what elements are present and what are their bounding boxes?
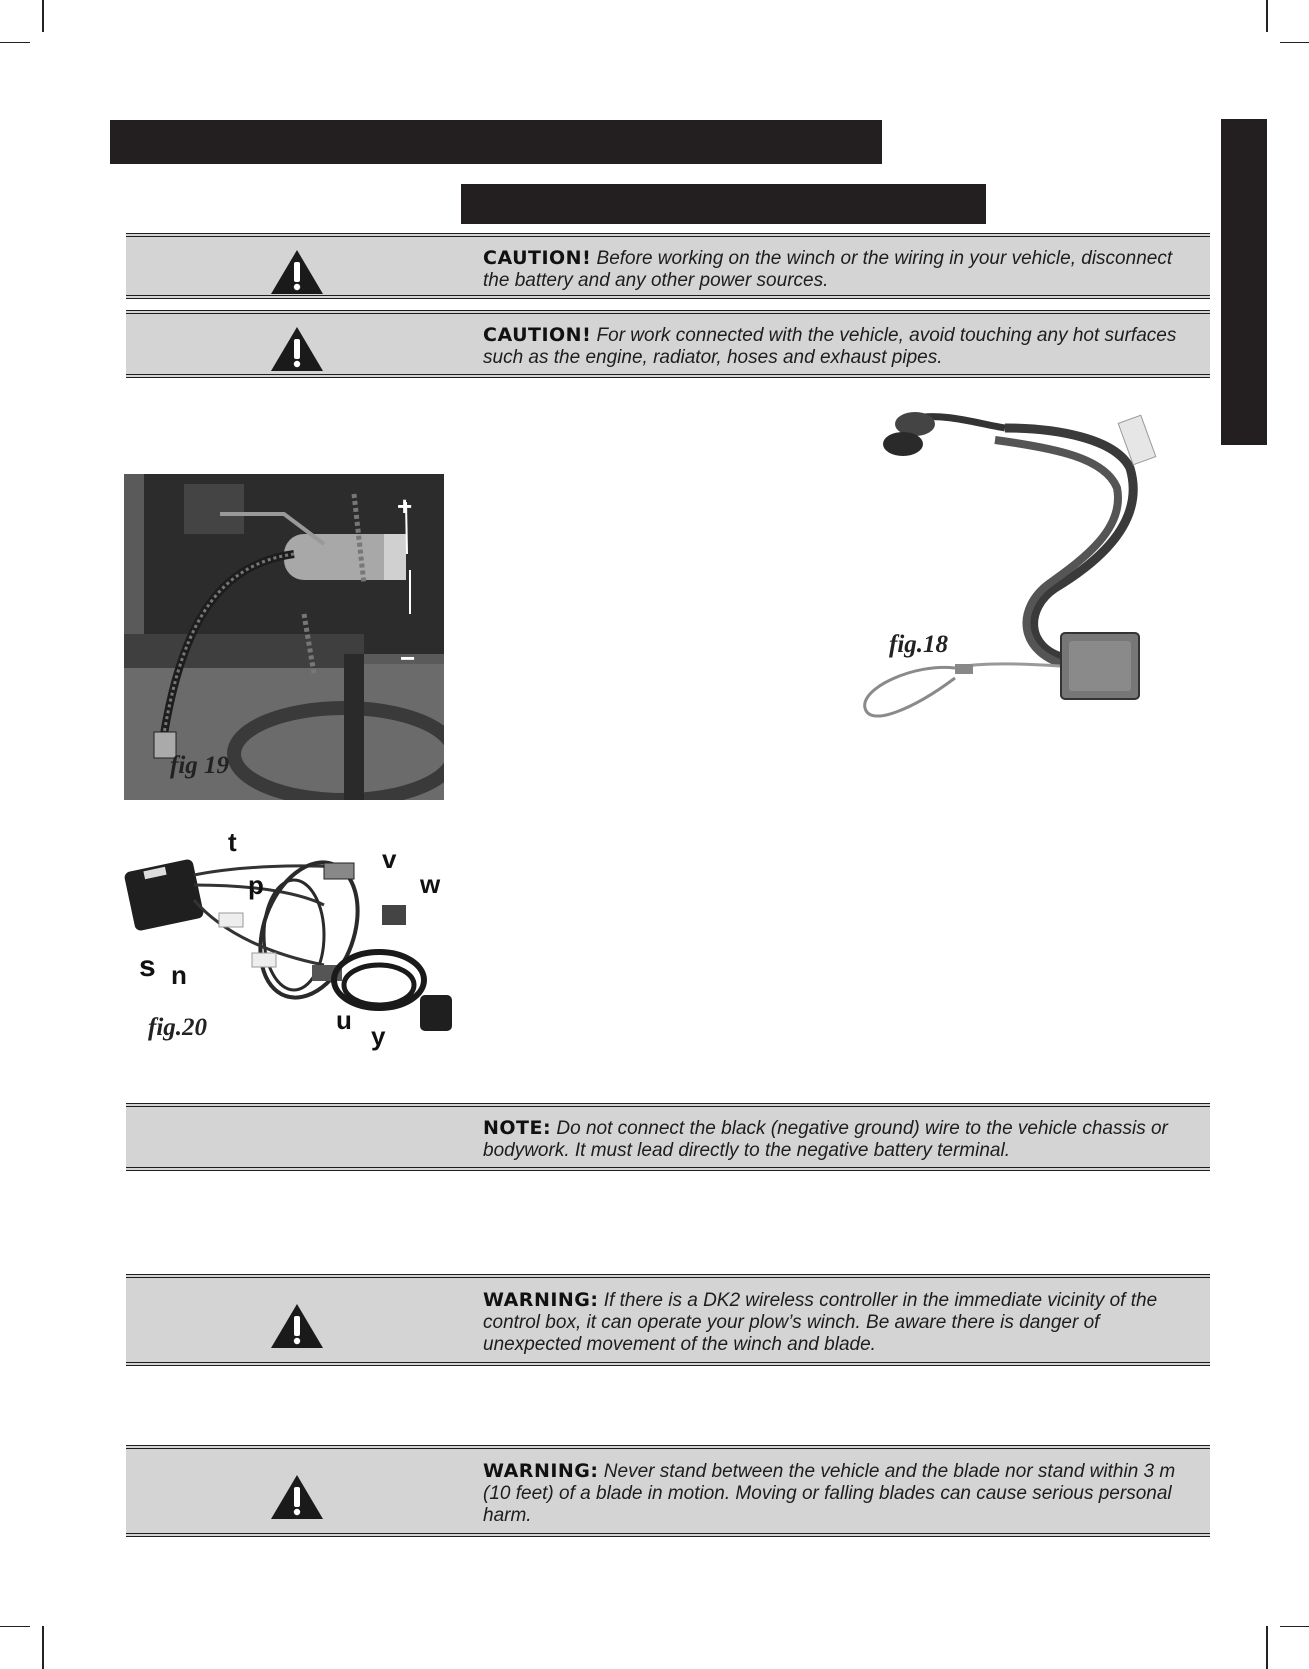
- fig18-cable-photo: [855, 408, 1215, 738]
- notice-body: If there is a DK2 wireless controller in the immediate vicinity of the control box, it can operate your plow’s winch. Be aware there is danger of unexpected movement of the winch and blade.: [483, 1290, 1158, 1355]
- notice-body: Do not connect the black (negative ground) wire to the vehicle chassis or bodywork. It must lead directly to the negative battery terminal.: [483, 1118, 1168, 1161]
- note-box: [126, 1103, 1210, 1171]
- notice-body: Never stand between the vehicle and the blade nor stand within 3 m (10 feet) of a blade in motion. Moving or falling blades can cause serious personal harm.: [483, 1461, 1176, 1526]
- caution-text: [483, 324, 1190, 369]
- figure-caption: fig.20: [148, 1014, 208, 1041]
- subsection-heading-bar: [461, 184, 986, 224]
- caution-text: [483, 247, 1190, 292]
- callout-t: t: [228, 827, 237, 857]
- callout-s: s: [139, 950, 156, 983]
- section-heading-bar: [110, 120, 882, 164]
- side-tab: [1221, 119, 1267, 445]
- warning-text: [483, 1289, 1190, 1356]
- callout-w: w: [420, 869, 441, 899]
- notice-label: WARNING:: [483, 1289, 599, 1311]
- warning-box: [126, 1445, 1210, 1537]
- plus-terminal-label: +: [397, 491, 413, 521]
- callout-y: y: [371, 1021, 386, 1051]
- crop-mark: [1280, 1626, 1309, 1627]
- callout-p: p: [248, 870, 264, 900]
- caution-box: [126, 233, 1210, 299]
- notice-body: For work connected with the vehicle, avoid touching any hot surfaces such as the engine, radiator, hoses and exhaust pipes.: [483, 325, 1177, 368]
- crop-mark: [0, 42, 30, 43]
- callout-n: n: [171, 960, 187, 990]
- caution-box: [126, 310, 1210, 378]
- warning-triangle-icon: [269, 325, 325, 373]
- figure-caption: fig.18: [889, 631, 949, 658]
- notice-label: CAUTION!: [483, 247, 592, 269]
- crop-mark: [1280, 42, 1309, 43]
- figure-caption: fig 19: [170, 752, 230, 779]
- crop-mark: [0, 1626, 30, 1627]
- notice-label: NOTE:: [483, 1117, 552, 1139]
- callout-v: v: [382, 844, 397, 874]
- crop-mark: [42, 0, 44, 32]
- warning-triangle-icon: [269, 1473, 325, 1521]
- warning-text: [483, 1460, 1190, 1527]
- notice-body: Before working on the winch or the wiring in your vehicle, disconnect the battery and any other power sources.: [483, 248, 1173, 291]
- callout-u: u: [336, 1005, 352, 1035]
- notice-label: CAUTION!: [483, 324, 592, 346]
- warning-triangle-icon: [269, 248, 325, 296]
- note-text: [483, 1117, 1190, 1162]
- minus-terminal-label: −: [400, 643, 416, 673]
- warning-triangle-icon: [269, 1302, 325, 1350]
- notice-label: WARNING:: [483, 1460, 599, 1482]
- warning-box: [126, 1274, 1210, 1366]
- crop-mark: [1266, 0, 1268, 32]
- crop-mark: [42, 1626, 44, 1669]
- crop-mark: [1266, 1626, 1268, 1669]
